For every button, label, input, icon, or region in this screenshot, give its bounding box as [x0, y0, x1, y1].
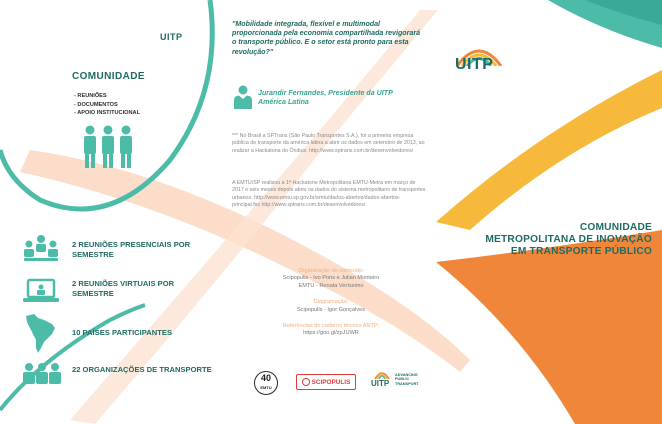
credits-org-line1: Scipopulis - Ivo Pons e Julian Monteiro	[282, 275, 380, 282]
group-meeting-icon	[22, 234, 60, 262]
emtu-logo	[254, 371, 278, 395]
community-people-icon	[80, 124, 136, 170]
comunidade-item: - DOCUMENTOS	[74, 101, 118, 108]
comunidade-title: COMUNIDADE	[72, 71, 145, 82]
comunidade-list	[74, 92, 140, 118]
right-title-line: METROPOLITANA DE INOVAÇÃO	[485, 234, 652, 245]
paragraph-sptrans: *** No Brasil a SPTrans (São Paulo Transportes S.A.), foi a primeira empresa pública de transporte da américa latina a abrir os dados em setembro de 2013, ao realizar a Hackatona do Ônibus. http://www.sptrans.com.br/desenvolvedores/	[232, 133, 425, 154]
brand-label: UITP	[160, 32, 183, 42]
right-title-line: COMUNIDADE	[579, 222, 652, 233]
stat-text: 10 PAÍSES PARTICIPANTES	[72, 328, 173, 337]
person-avatar-icon	[233, 85, 253, 109]
comunidade-item: - REUNIÕES	[74, 93, 107, 99]
yellow-band	[436, 70, 662, 230]
stat-text: 22 ORGANIZAÇÕES DE TRANSPORTE	[72, 365, 212, 374]
right-title-line: EM TRANSPORTE PÚBLICO	[510, 246, 652, 257]
right-panel-title	[436, 222, 652, 258]
latin-america-map-icon	[24, 312, 58, 354]
uitp-logo-small-text: UITP	[371, 379, 390, 388]
credits-diag-value: Scipopulis - Igor Gonçalves	[296, 306, 366, 313]
scipopulis-logo-mark	[302, 378, 310, 386]
credits-diag-label: Diagramação:	[313, 299, 349, 306]
uitp-logo-text: UITP	[455, 56, 494, 73]
scipopulis-logo-text: SCIPOPULIS	[311, 378, 351, 386]
credits-org-line2: EMTU - Renata Veríssimo	[298, 282, 364, 289]
teal-arc-2	[0, 305, 145, 410]
quote-text: "Mobilidade integrada, flexível e multimodal proporcionada pela economia compartilhada revigorará o transporte público. E o setor está pronto para esta revolução?"	[232, 20, 421, 56]
stat-text: 2 REUNIÕES PRESENCIAIS POR SEMESTRE	[72, 240, 191, 259]
organizations-icon	[22, 362, 62, 386]
quote-author: Jurandir Fernandes, Presidente da UITP América Latina	[258, 89, 393, 107]
uitp-logo-small-mark	[373, 369, 391, 379]
paragraph-emtu: A EMTU/SP realizou a 1ª Hackatone Metropolitana EMTU-Metra em março de 2017 e seis meses depois abriu os dados do sistema metropolitano de transportes urbanos. http://www.emtu.sp.gov.br/emtu/dados-abertos/dados-abertos-principal.fss http://www.sptrans.com.br/desenvolvedores/	[232, 180, 426, 209]
emtu-logo-label: EMTU	[260, 385, 272, 390]
scipopulis-logo	[296, 374, 356, 390]
credits-block	[232, 268, 430, 338]
comunidade-item: - APOIO INSTITUCIONAL	[74, 110, 140, 117]
laptop-icon	[22, 278, 60, 304]
stat-text: 2 REUNIÕES VIRTUAIS POR SEMESTRE	[72, 279, 175, 298]
credits-ref-label: Referências do caderno técnico ANTP:	[282, 323, 380, 330]
uitp-logo-small-tag: ADVANCING PUBLIC TRANSPORT	[395, 373, 419, 386]
credits-ref-value: https://goo.gl/zpJUWR	[303, 330, 359, 337]
credits-org-label: Organização do conteúdo:	[298, 268, 364, 274]
emtu-logo-number: 40	[260, 373, 271, 383]
orange-shape	[436, 230, 662, 424]
